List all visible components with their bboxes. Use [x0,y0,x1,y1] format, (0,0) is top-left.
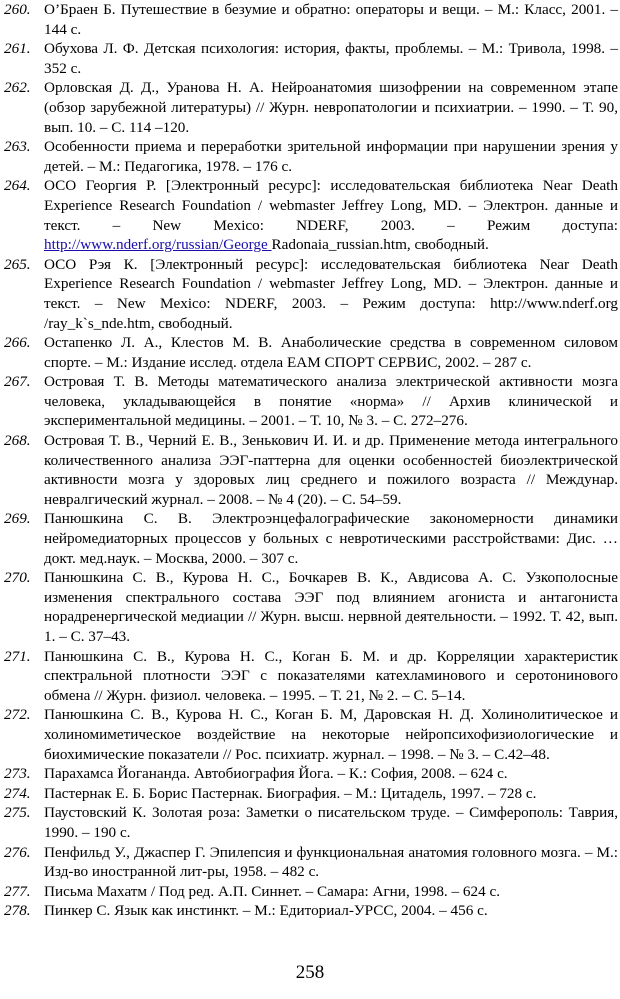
reference-number: 276. [4,843,31,861]
reference-number: 264. [4,177,31,195]
reference-number: 273. [4,765,31,783]
reference-text: Паустовский К. Золотая роза: Заметки о писательском труде. – Симферополь: Таврия, 1990. – 190 с. [44,804,618,841]
reference-text: Панюшкина С. В. Электроэнцефалографические закономерности динамики нейромедиаторных процессов у больных с невротическими расстройствами: Дис. … докт. мед.наук. – Москва, 2000. – 307 с. [44,510,618,567]
reference-text-tail: Radonaia_russian.htm, свободный. [271,236,489,254]
reference-number: 260. [4,1,31,18]
reference-text: Парахамса Йогананда. Автобиография Йога. – К.: София, 2008. – 624 с. [44,765,508,783]
reference-261 [4,39,618,78]
reference-text: Орловская Д. Д., Уранова Н. А. Нейроанатомия шизофрении на современном этапе (обзор зарубежной литературы) // Журн. невропатологии и психиатрии. – 1990. – Т. 90, вып. 10. – С. 114 –120. [44,79,618,136]
reference-number: 268. [4,432,31,450]
reference-264 [4,176,618,254]
reference-number: 278. [4,902,31,920]
reference-275 [4,803,618,842]
reference-text: Островая Т. В., Черний Е. В., Зенькович И. И. и др. Применение метода интегрального количественного анализа ЭЭГ-паттерна для оценки особенностей биоэлектрической активности мозга у здоровых лиц среднего и пожилого возраста // Междунар. неврал‌гический журнал. – 2008. – № 4 (20). – С. 54–59. [44,432,618,508]
reference-link[interactable]: http://www.nderf.org/russian/George [44,236,272,254]
reference-text: О’Браен Б. Путешествие в безумие и обратно: операторы и вещи. – М.: Класс, 2001. – 144 с. [44,1,618,38]
reference-number: 267. [4,373,31,391]
reference-number: 265. [4,255,31,273]
reference-text: Островая Т. В. Методы математического анализа электрической активности мозга человека, укладывающейся в понятие «норма» // Архив клинической и экспериментальной медицины. – 2001. – Т. 10, № 3. – С. 272–276. [44,373,618,430]
reference-text: ОСО Георгия Р. [Электронный ресурс]: исследовательская библиотека Near Death Experience Research Foundation / webmaster Jeffrey Long, MD. – Электрон. данные и текст. – New Mexico: NDERF, 2003. – Режим доступа: [44,177,618,234]
reference-269 [4,509,618,568]
reference-list [4,0,618,921]
reference-text: Пастернак Е. Б. Борис Пастернак. Биография. – М.: Цитадель, 1997. – 728 с. [44,784,537,802]
reference-text: Панюшкина С. В., Курова Н. С., Коган Б. М. и др. Корреляции характеристик спектральной плотности ЭЭГ с показателями катехламинового и серотонинового обмена // Журн. физиол. человека. – 1995. – Т. 21, № 2. – С. 5–14. [44,647,618,704]
reference-277 [4,882,618,902]
reference-number: 263. [4,138,31,156]
reference-number: 274. [4,784,31,802]
reference-265 [4,255,618,333]
reference-text: Остапенко Л. А., Клестов М. В. Анаболические средства в современном силовом спорте. – М.: Издание исслед. отдела ЕАМ СПОРТ СЕРВИС, 2002. – 287 с. [44,334,618,371]
reference-text: Панюшкина С. В., Курова Н. С., Коган Б. М, Даровская Н. Д. Холинолитическое и холиномиметическое воздействие на некоторые нейропсихофизиологические и биохимические показатели // Рос. психиатр. журнал. – 1998. – № 3. – С.42–48. [44,706,618,763]
page-number: 258 [295,962,325,983]
reference-text: Пенфильд У., Джаспер Г. Эпилепсия и функциональная анатомия головного мозга. – М.: Изд-во иностранной лит-ры, 1958. – 482 с. [44,843,618,881]
reference-262 [4,78,618,137]
reference-number: 275. [4,804,31,822]
reference-number: 266. [4,334,31,352]
reference-263 [4,137,618,176]
reference-266 [4,333,618,372]
reference-number: 262. [4,79,31,97]
reference-text: Письма Махатм / Под ред. А.П. Синнет. – Самара: Агни, 1998. – 624 с. [44,882,501,900]
reference-260 [4,0,618,39]
reference-number: 271. [4,647,31,665]
reference-268 [4,431,618,509]
reference-text: Обухова Л. Ф. Детская психология: история, факты, проблемы. – М.: Тривола, 1998. – 352 с. [44,40,618,77]
reference-text: ОСО Рэя К. [Электронный ресурс]: исследовательская библиотека Near Death Experience Research Foundation / webmaster Jeffrey Long, MD. – Электрон. данные и текст. – New Mexico: NDERF, 2003. – Режим доступа: http://www.nderf.org /ray_k`s_nde.htm, свободный. [44,255,618,332]
reference-text: Пинкер С. Язык как инстинкт. – М.: Едиториал-УРСС, 2004. – 456 с. [44,902,488,920]
reference-number: 269. [4,510,31,528]
reference-270 [4,568,618,646]
reference-number: 261. [4,40,31,58]
reference-text: Особенности приема и переработки зрительной информации при нарушении зрения у детей. – М.: Педагогика, 1978. – 176 с. [44,138,618,175]
reference-272 [4,705,618,764]
reference-267 [4,372,618,431]
reference-274 [4,784,618,804]
reference-273 [4,764,618,784]
reference-276 [4,843,618,882]
reference-271 [4,647,618,706]
reference-number: 277. [4,882,31,900]
reference-text: Панюшкина С. В., Курова Н. С., Бочкарев В. К., Авдисова А. С. Узкополосные изменения спектрального состава ЭЭГ под влиянием агониста и антагониста норадренергической медиации // Журн. высш. нервной деятельности. – 1992. Т. 42, вып. 1. – С. 37–43. [44,569,618,645]
reference-278 [4,901,618,921]
reference-number: 272. [4,706,31,724]
reference-number: 270. [4,569,31,587]
